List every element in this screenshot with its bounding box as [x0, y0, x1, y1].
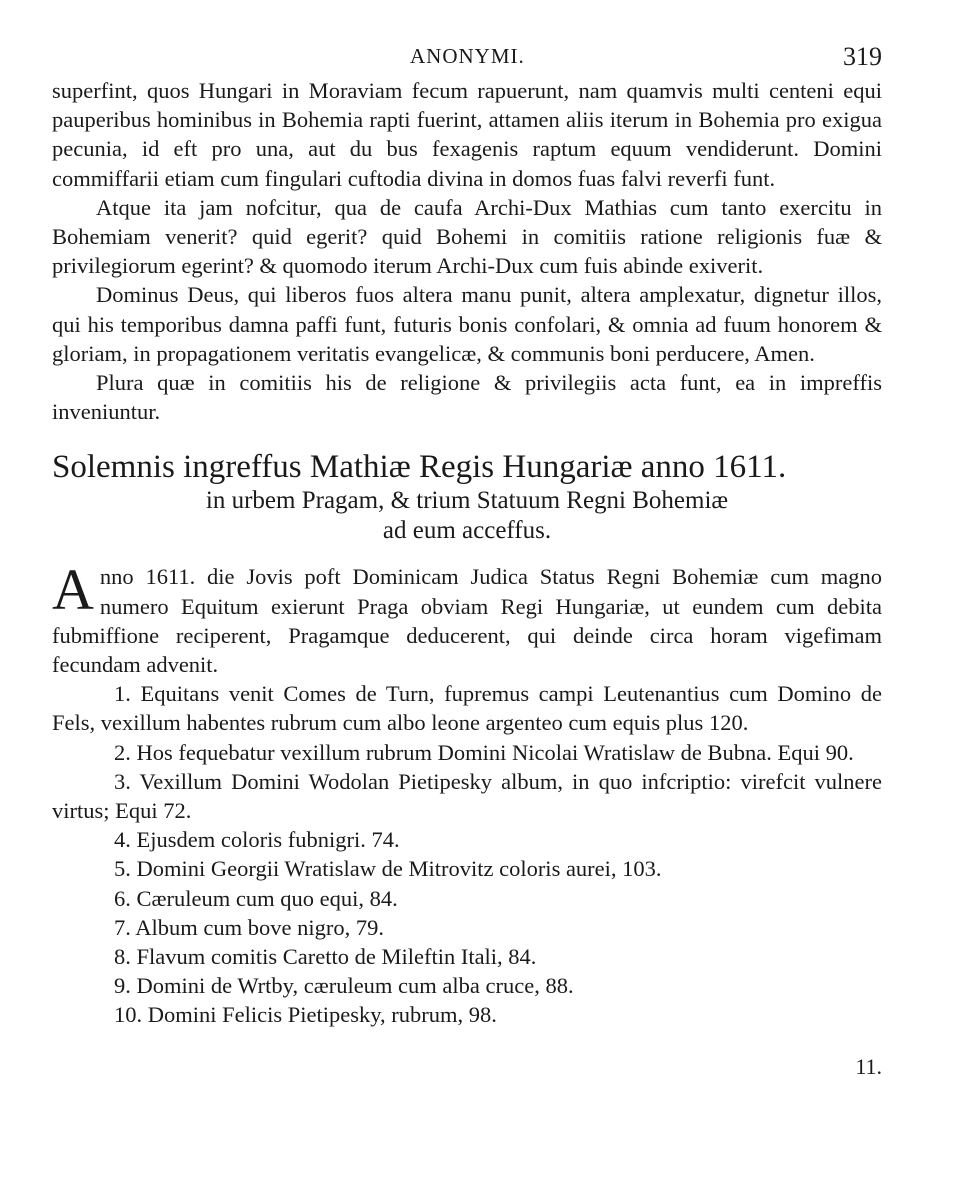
paragraph-prayer: Dominus Deus, qui liberos fuos altera manu punit, altera amplexatur, dignetur illos, qui his temporibus damna paffi funt, futuris bonis confolari, & omnia ad fuum honorem & gloriam, in propagationem veritatis evangelicæ, & communis boni perducere, Amen. [52, 282, 882, 366]
page-header [52, 38, 882, 76]
list-item: 6. Cæruleum cum quo equi, 84. [114, 885, 398, 911]
running-head: ANONYMI. [410, 44, 525, 68]
list-item: 7. Album cum bove nigro, 79. [114, 914, 384, 940]
section-subtitle-line1: in urbem Pragam, & trium Statuum Regni Bohemiæ [205, 487, 729, 515]
book-page [52, 38, 882, 1079]
paragraph-continuation: superfint, quos Hungari in Moraviam fecum rapuerunt, nam quamvis multi centeni equi pauperibus hominibus in Bohemia rapti fuerint, attamen aliis iterum in Bohemia pro exigua pecunia, id eft pro una, aut du bus fexagenis raptum equum vendiderunt. Domini commiffarii etiam cum fingulari cuftodia divina in domos fuas falvi reverfi funt. [52, 78, 882, 191]
drop-cap: A [52, 557, 94, 623]
list-item: 10. Domini Felicis Pietipesky, rubrum, 98. [114, 1002, 497, 1028]
list-item: 4. Ejusdem coloris fubnigri. 74. [114, 827, 400, 853]
paragraph-plura: Plura quæ in comitiis his de religione & privilegiis acta funt, ea in impreffis inveniuntur. [52, 370, 882, 425]
procession-list [52, 679, 882, 1029]
list-item: 2. Hos fequebatur vexillum rubrum Domini Nicolai Wratislaw de Bubna. Equi 90. [114, 739, 854, 765]
list-item: 5. Domini Georgii Wratislaw de Mitrovitz coloris aurei, 103. [114, 856, 662, 882]
intro-text: nno 1611. die Jovis poft Dominicam Judica Status Regni Bohemiæ cum magno numero Equitum exierunt Praga obviam Regi Hungariæ, ut eundem cum debita fubmiffione reciperent, Pragamque deducerent, qui deinde circa horam vigefimam fecundam advenit. [52, 564, 882, 678]
list-item: 1. Equitans venit Comes de Turn, fupremus campi Leutenantius cum Domino de Fels, vexillum habentes rubrum cum albo leone argenteo cum equis plus 120. [52, 681, 882, 736]
catchword: 11. [855, 1053, 882, 1079]
page-number: 319 [843, 42, 882, 71]
list-item: 9. Domini de Wrtby, cæruleum cum alba cruce, 88. [114, 973, 574, 999]
list-item: 3. Vexillum Domini Wodolan Pietipesky album, in quo infcriptio: virefcit vulnere virtus; Equi 72. [52, 768, 882, 824]
section-title: Solemnis ingreffus Mathiæ Regis Hungariæ anno 1611. [52, 449, 787, 486]
section-subtitle-line2: ad eum acceffus. [382, 517, 552, 545]
intro-paragraph [52, 557, 882, 679]
paragraph-archiduke: Atque ita jam nofcitur, qua de caufa Archi-Dux Mathias cum tanto exercitu in Bohemiam venerit? quid egerit? quid Bohemi in comitiis ratione religionis fuæ & privilegiorum egerint? & quomodo iterum Archi-Dux cum fuis abinde exiverit. [52, 194, 882, 279]
list-item: 8. Flavum comitis Caretto de Mileftin Itali, 84. [114, 944, 537, 970]
